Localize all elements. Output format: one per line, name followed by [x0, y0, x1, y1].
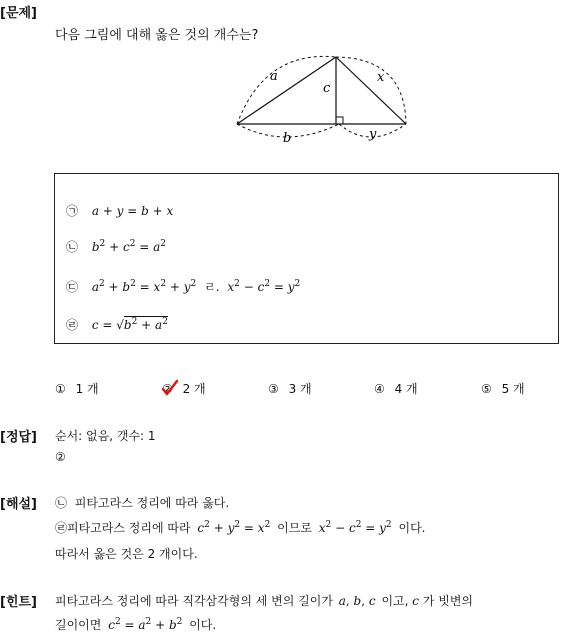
- choice-label: 5 개: [501, 382, 525, 396]
- choice-marker: ④: [374, 382, 385, 396]
- statement-marker: ㉡: [66, 240, 79, 254]
- choice-marker: ②: [162, 382, 173, 396]
- explanation-text: 이다.: [398, 521, 426, 535]
- label-y: y: [369, 127, 377, 142]
- right-angle-mark: [336, 117, 343, 124]
- side-a: [237, 57, 336, 124]
- choice-marker: ③: [268, 382, 279, 396]
- statement-marker: ㉢: [66, 280, 79, 294]
- statement-1: ㉠ a + y = b + x: [66, 204, 174, 218]
- statement-3: ㉢ $a^2 + b^2 = x^2 + y^2$ ㄹ. $x^2 - c^2 = y^2$: [66, 279, 301, 294]
- statement-marker: ㉠: [66, 204, 79, 218]
- statement-4: ㉣ $c = √b^2 + a^2$: [66, 317, 168, 332]
- statement-2: ㉡ $b^2 + c^2 = a^2$: [66, 239, 167, 254]
- label-c: c: [323, 81, 331, 96]
- hint-text: 이다.: [189, 618, 217, 632]
- check-mark-icon: [161, 380, 179, 398]
- explanation-line-2: ㉣피타고라스 정리에 따라 $c^2 + y^2 = x^2$ 이므로 $x^2 - c^2 = y^2$ 이다.: [55, 520, 426, 535]
- hint-text: 피타고라스 정리에 따라 직각삼각형의 세 변의 길이가: [55, 594, 333, 608]
- answer-line-1: 순서: 없음, 갯수: 1: [55, 429, 156, 443]
- choice-2[interactable]: [162, 380, 206, 397]
- choice-1[interactable]: [55, 380, 99, 397]
- explanation-text: 이므로: [277, 521, 312, 535]
- choice-3[interactable]: [268, 380, 312, 397]
- side-x: [336, 57, 406, 124]
- choice-5[interactable]: [481, 380, 525, 397]
- choice-label: 3 개: [288, 382, 312, 396]
- explanation-line-3: 따라서 옳은 것은 2 개이다.: [55, 547, 198, 561]
- choice-label: 2 개: [182, 382, 206, 396]
- triangle-figure: [225, 50, 425, 150]
- explanation-line-1: [55, 494, 229, 511]
- question-text: 다음 그림에 대해 옳은 것의 개수는?: [55, 28, 259, 43]
- explanation-marker: ㉡: [55, 496, 68, 510]
- choice-label: 4 개: [394, 382, 418, 396]
- explanation-text: 피타고라스 정리에 따라 옳다.: [74, 496, 230, 510]
- label-a: a: [270, 69, 278, 84]
- label-x: x: [377, 70, 385, 85]
- hint-text: 이고,: [381, 594, 409, 608]
- choice-marker: ⑤: [481, 382, 492, 396]
- hint-label: [힌트]: [0, 595, 37, 610]
- explanation-marker: ㉣: [55, 521, 68, 535]
- explanation-text: 피타고라스 정리에 따라: [67, 521, 191, 535]
- problem-label: [문제]: [0, 6, 37, 21]
- choice-4[interactable]: [374, 380, 418, 397]
- hint-text: 길이이면: [55, 618, 102, 632]
- choice-marker: ①: [55, 382, 66, 396]
- label-b: b: [283, 131, 292, 146]
- statement-marker: ㉣: [66, 318, 79, 332]
- hint-line-1: 피타고라스 정리에 따라 직각삼각형의 세 변의 길이가 a, b, c 이고, c 가 빗변의: [55, 594, 474, 608]
- answer-line-2: ②: [55, 450, 66, 464]
- choice-label: 1 개: [75, 382, 99, 396]
- hint-line-2: 길이이면 $c^2 = a^2 + b^2$ 이다.: [55, 617, 217, 632]
- answer-label: [정답]: [0, 430, 37, 445]
- hint-text: 가 빗변의: [422, 594, 474, 608]
- explanation-label: [해설]: [0, 497, 37, 512]
- statement-connector: ㄹ.: [204, 280, 220, 294]
